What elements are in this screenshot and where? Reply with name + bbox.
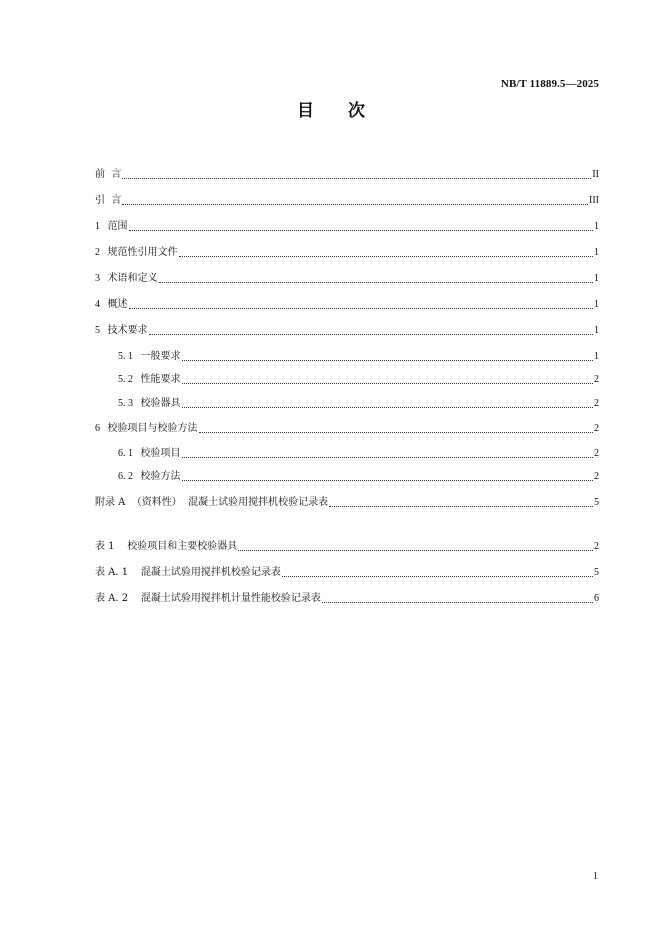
toc-entry-scope[interactable]	[95, 218, 599, 234]
toc-entry-foreword[interactable]	[95, 166, 599, 182]
toc-leader-dots	[322, 601, 593, 603]
toc-leader-dots	[182, 456, 594, 458]
toc-leader-dots	[182, 406, 594, 408]
toc-entry-title: 表 1 校验项目和主要校验器具	[95, 541, 238, 552]
toc-entry-page: 1	[594, 247, 599, 258]
toc-entry-page: 1	[594, 273, 599, 284]
toc-entry-title: 校验项目	[140, 448, 181, 459]
toc-leader-dots	[329, 505, 593, 507]
toc-entry-page: 1	[594, 351, 599, 362]
toc-entry-title: 前 言	[95, 169, 122, 180]
toc-entry-number: 2	[95, 247, 108, 258]
toc-entry-title: 规范性引用文件	[107, 247, 178, 258]
toc-entry-calibration-methods[interactable]	[118, 468, 599, 484]
toc-entry-title: 范围	[107, 221, 128, 232]
toc-entry-title: 校验器具	[140, 398, 181, 409]
toc-entry-title: 表 A. 1 混凝土试验用搅拌机校验记录表	[95, 567, 281, 578]
toc-entry-page: 1	[594, 325, 599, 336]
toc-entry-page: II	[592, 169, 599, 180]
toc-entry-table-1[interactable]	[95, 538, 599, 554]
toc-entry-page: 2	[594, 471, 599, 482]
toc-entry-calibration-items[interactable]	[118, 445, 599, 461]
toc-leader-dots	[238, 549, 593, 551]
toc-entry-page: 1	[594, 299, 599, 310]
toc-leader-dots	[182, 359, 594, 361]
toc-leader-dots	[182, 382, 594, 384]
toc-title: 目 次	[297, 101, 379, 121]
toc-entry-page: 5	[594, 567, 599, 578]
toc-entry-page: 2	[594, 398, 599, 409]
toc-entry-number: 4	[95, 299, 108, 310]
toc-entry-page: 6	[594, 593, 599, 604]
toc-entry-title: 技术要求	[107, 325, 148, 336]
toc-entry-number: 5. 1	[118, 351, 141, 362]
toc-entry-terms[interactable]	[95, 270, 599, 286]
page-number: 1	[593, 871, 598, 882]
toc-leader-dots	[159, 281, 594, 283]
toc-entry-number: 5	[95, 325, 108, 336]
toc-entry-table-a1[interactable]	[95, 564, 599, 580]
toc-entry-title: 校验方法	[140, 471, 181, 482]
toc-entry-title: 校验项目与校验方法	[107, 423, 198, 434]
standard-code: NB/T 11889.5—2025	[500, 78, 599, 90]
toc-leader-dots	[129, 229, 594, 231]
toc-leader-dots	[149, 333, 594, 335]
toc-entry-title: 一般要求	[140, 351, 181, 362]
toc-entry-page: 2	[594, 448, 599, 459]
toc-entry-number: 6	[95, 423, 108, 434]
toc-leader-dots	[122, 177, 591, 179]
toc-entry-number: 3	[95, 273, 108, 284]
toc-leader-dots	[199, 431, 594, 433]
toc-entry-title: 引 言	[95, 195, 122, 206]
toc-entry-page: 1	[594, 221, 599, 232]
toc-entry-number: 1	[95, 221, 108, 232]
toc-entry-number: 6. 2	[118, 471, 141, 482]
toc-entry-performance-requirements[interactable]	[118, 371, 599, 387]
toc-entry-title: 表 A. 2 混凝土试验用搅拌机计量性能校验记录表	[95, 593, 321, 604]
toc-entry-number: 6. 1	[118, 448, 141, 459]
toc-entry-title: 概述	[107, 299, 128, 310]
toc-entry-title: 术语和定义	[107, 273, 158, 284]
toc-leader-dots	[129, 307, 594, 309]
toc-entry-normative-references[interactable]	[95, 244, 599, 260]
toc-entry-calibration-items-and-methods[interactable]	[95, 420, 599, 436]
toc-leader-dots	[282, 575, 593, 577]
toc-entry-title: 附录 A （资料性） 混凝土试验用搅拌机校验记录表	[95, 497, 329, 508]
toc-leader-dots	[122, 203, 588, 205]
toc-leader-dots	[179, 255, 594, 257]
toc-entry-page: 2	[594, 423, 599, 434]
toc-entry-general-requirements[interactable]	[118, 348, 599, 364]
toc-entry-page: 5	[594, 497, 599, 508]
toc-entry-table-a2[interactable]	[95, 590, 599, 606]
toc-entry-title: 性能要求	[140, 374, 181, 385]
toc-leader-dots	[182, 479, 594, 481]
toc-entry-number: 5. 2	[118, 374, 141, 385]
toc-entry-number: 5. 3	[118, 398, 141, 409]
toc-entry-page: 2	[594, 541, 599, 552]
toc-entry-introduction[interactable]	[95, 192, 599, 208]
toc-entry-page: III	[589, 195, 599, 206]
toc-entry-page: 2	[594, 374, 599, 385]
toc-entry-calibration-instruments[interactable]	[118, 395, 599, 411]
toc-entry-appendix-a[interactable]	[95, 494, 599, 510]
toc-entry-overview[interactable]	[95, 296, 599, 312]
toc-entry-technical-requirements[interactable]	[95, 322, 599, 338]
